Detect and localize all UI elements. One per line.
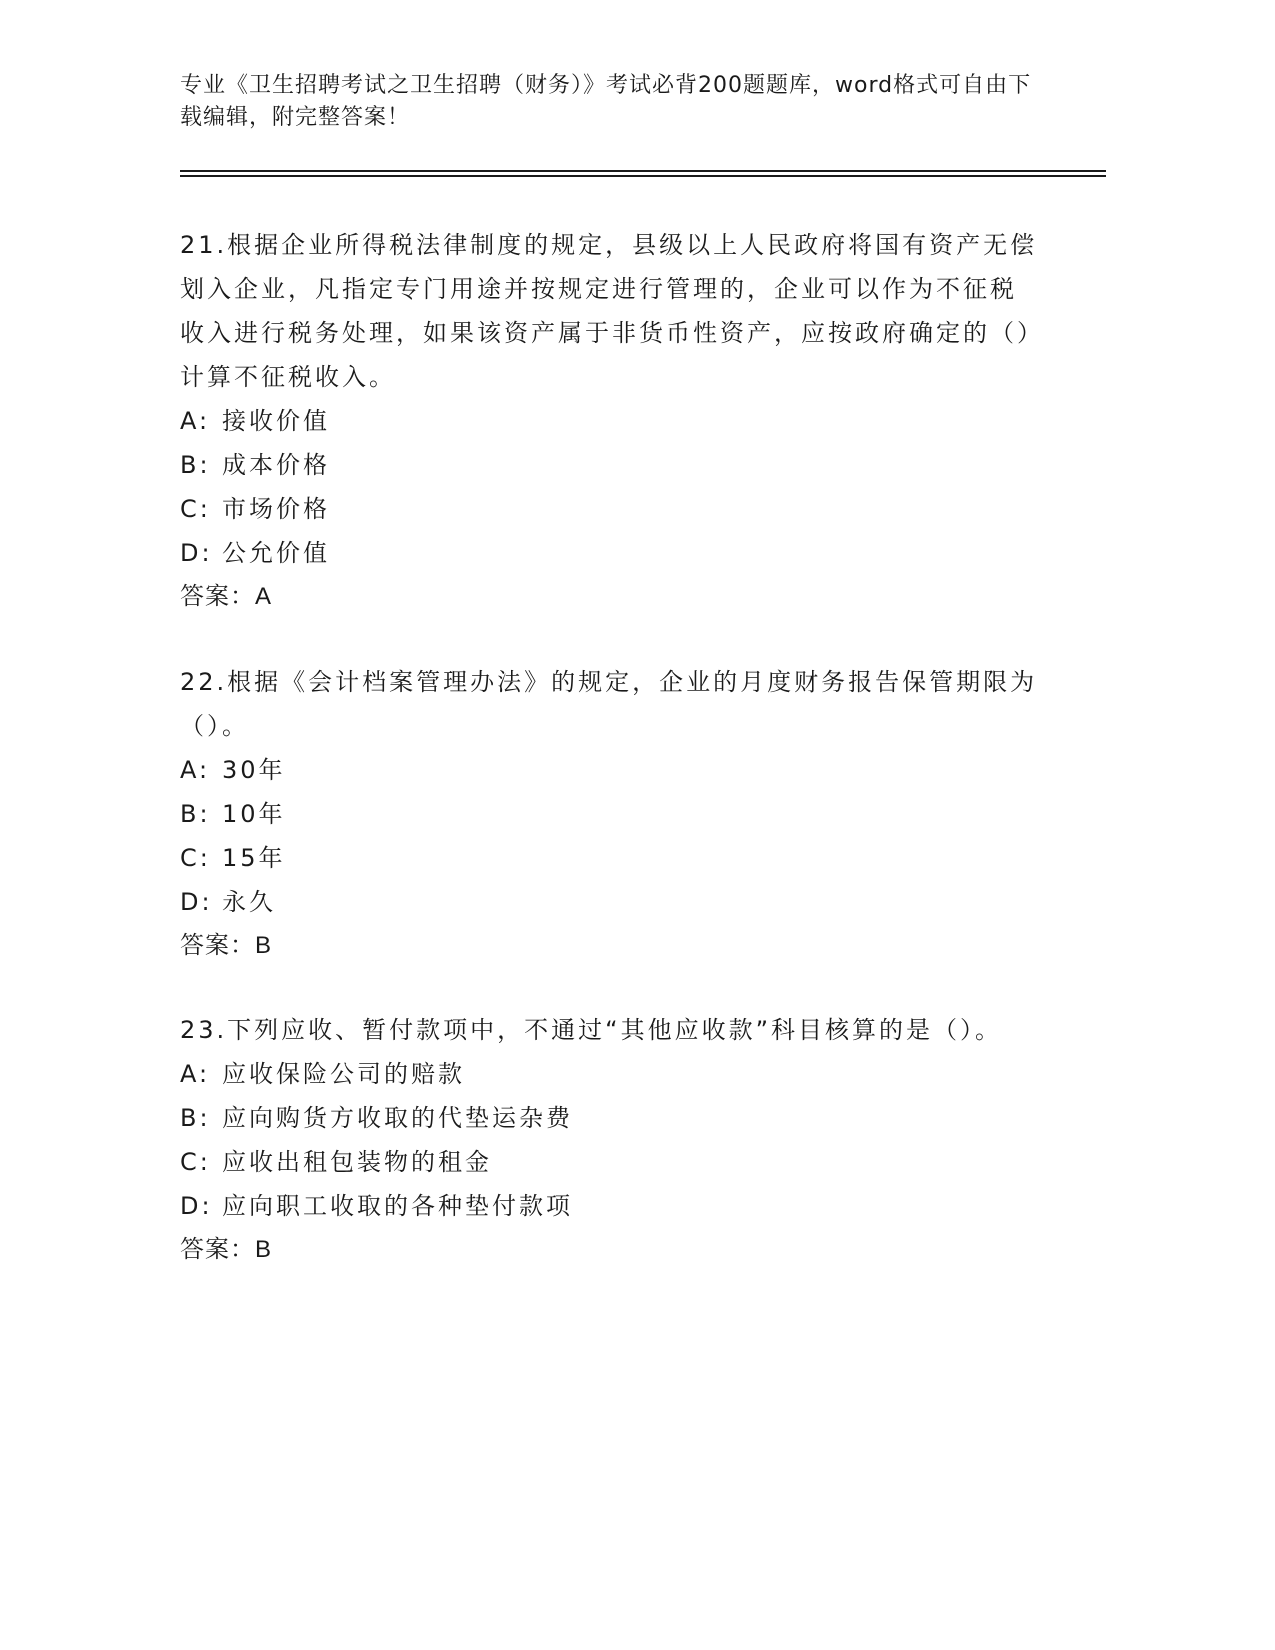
option-key: C: [180, 495, 211, 523]
option-b [180, 443, 1040, 487]
option-text: 应向职工收取的各种垫付款项 [222, 1192, 573, 1220]
answer-line: 答案：A [180, 583, 273, 610]
option-c [180, 836, 1040, 880]
option-key: C: [180, 1148, 211, 1176]
option-text: 10年 [222, 800, 286, 828]
question-stem: 23.下列应收、暂付款项中，不通过“其他应收款”科目核算的是（）。 [180, 1016, 1003, 1044]
option-text: 成本价格 [222, 451, 330, 479]
option-a [180, 1052, 1040, 1096]
answer-line: 答案：B [180, 1236, 273, 1263]
question-22 [180, 660, 1040, 968]
question-23 [180, 1008, 1040, 1272]
question-stem: 21.根据企业所得税法律制度的规定，县级以上人民政府将国有资产无偿划入企业，凡指定专门用途并按规定进行管理的，企业可以作为不征税收入进行税务处理，如果该资产属于非货币性资产，应按政府确定的（）计算不征税收入。 [180, 231, 1038, 391]
option-b [180, 1096, 1040, 1140]
option-c [180, 487, 1040, 531]
option-key: D: [180, 539, 213, 567]
document-header: 专业《卫生招聘考试之卫生招聘（财务）》考试必背200题题库，word格式可自由下载编辑，附完整答案！ [180, 73, 1032, 130]
option-b [180, 792, 1040, 836]
option-d [180, 531, 1040, 575]
option-text: 30年 [222, 756, 286, 784]
option-key: B: [180, 451, 211, 479]
option-text: 应收出租包装物的租金 [222, 1148, 492, 1176]
option-key: D: [180, 888, 213, 916]
answer-line: 答案：B [180, 932, 273, 959]
option-key: A: [180, 756, 211, 784]
option-text: 接收价值 [222, 407, 330, 435]
option-text: 应向购货方收取的代垫运杂费 [222, 1104, 573, 1132]
option-d [180, 1184, 1040, 1228]
option-key: B: [180, 800, 211, 828]
option-key: D: [180, 1192, 213, 1220]
header-divider-top [180, 170, 1106, 172]
option-key: B: [180, 1104, 211, 1132]
option-key: C: [180, 844, 211, 872]
question-stem: 22.根据《会计档案管理办法》的规定，企业的月度财务报告保管期限为（）。 [180, 668, 1038, 740]
option-c [180, 1140, 1040, 1184]
option-text: 公允价值 [222, 539, 330, 567]
option-key: A: [180, 1060, 211, 1088]
option-text: 永久 [222, 888, 276, 916]
option-a [180, 399, 1040, 443]
option-d [180, 880, 1040, 924]
option-key: A: [180, 407, 211, 435]
option-text: 市场价格 [222, 495, 330, 523]
option-text: 应收保险公司的赔款 [222, 1060, 465, 1088]
option-text: 15年 [222, 844, 286, 872]
option-a [180, 748, 1040, 792]
header-divider-bottom [180, 175, 1106, 177]
question-21 [180, 223, 1040, 619]
